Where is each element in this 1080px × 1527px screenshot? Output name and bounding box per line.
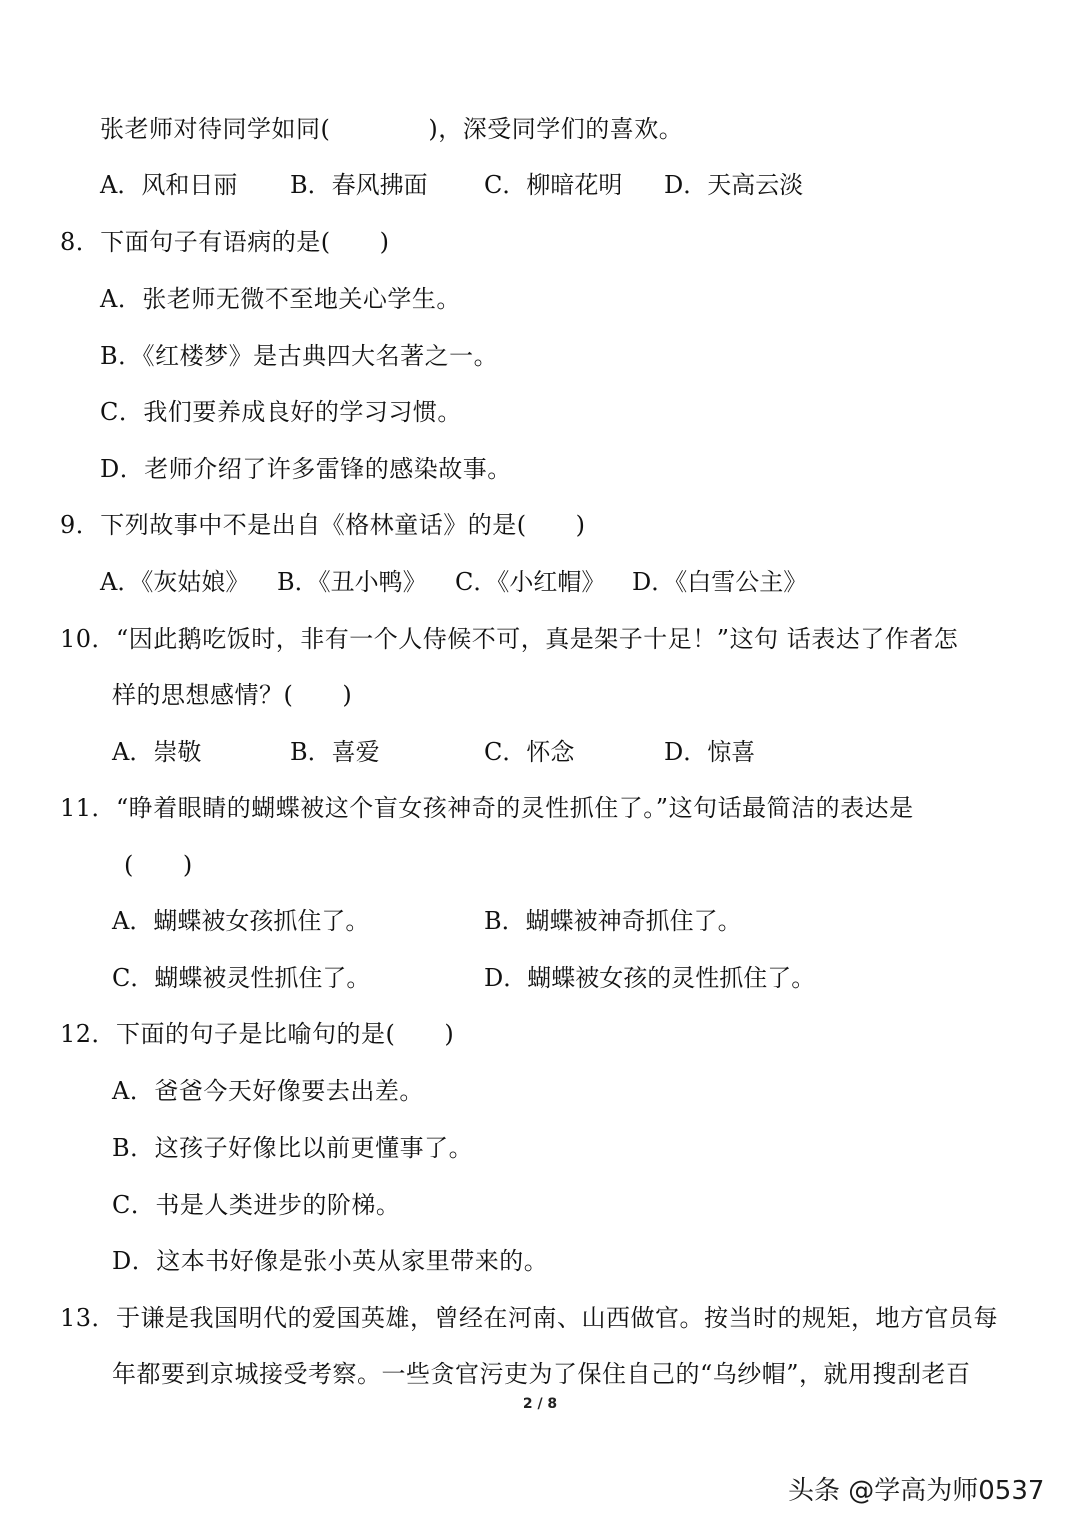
q10-option-d: D．惊喜 <box>664 738 756 766</box>
q9-stem: 9．下列故事中不是出自《格林童话》的是( ) <box>60 511 586 539</box>
q8-option-c: C．我们要养成良好的学习习惯。 <box>100 398 462 426</box>
q8-option-b: B．《红楼梦》是古典四大名著之一。 <box>100 342 499 370</box>
q8-option-a: A．张老师无微不至地关心学生。 <box>100 285 461 313</box>
q11-option-b: B．蝴蝶被神奇抓住了。 <box>484 907 742 935</box>
q11-option-c: C．蝴蝶被灵性抓住了。 <box>112 964 371 992</box>
q11-stem-line1: 11．“睁着眼睛的蝴蝶被这个盲女孩神奇的灵性抓住了。”这句话最简洁的表达是 <box>60 794 914 822</box>
q8-option-d: D．老师介绍了许多雷锋的感染故事。 <box>100 455 512 483</box>
q7-stem: 张老师对待同学如同( )，深受同学们的喜欢。 <box>100 115 684 143</box>
page-number: 2 / 8 <box>522 1396 558 1412</box>
q10-option-a: A．崇敬 <box>112 738 202 766</box>
q7-option-d: D．天高云淡 <box>664 171 804 199</box>
q7-option-a: A．风和日丽 <box>100 171 238 199</box>
q7-option-b: B．春风拂面 <box>290 171 428 199</box>
q11-stem-line2: ( ) <box>124 851 193 879</box>
q11-option-a: A．蝴蝶被女孩抓住了。 <box>112 907 370 935</box>
q12-option-b: B．这孩子好像比以前更懂事了。 <box>112 1134 474 1162</box>
q12-stem: 12．下面的句子是比喻句的是( ) <box>60 1020 455 1048</box>
q13-line1: 13．于谦是我国明代的爱国英雄，曾经在河南、山西做官。按当时的规矩，地方官员每 <box>60 1304 999 1332</box>
q11-option-d: D．蝴蝶被女孩的灵性抓住了。 <box>484 964 816 992</box>
q12-option-c: C．书是人类进步的阶梯。 <box>112 1191 401 1219</box>
q13-line2: 年都要到京城接受考察。一些贪官污吏为了保住自己的“乌纱帽”，就用搜刮老百 <box>112 1360 971 1388</box>
q10-stem-line1: 10．“因此鹅吃饭时，非有一个人侍候不可，真是架子十足！”这句 话表达了作者怎 <box>60 625 959 653</box>
q9-option-c: C．《小红帽》 <box>455 568 606 596</box>
q8-stem: 8．下面句子有语病的是( ) <box>60 228 390 256</box>
q9-option-a: A．《灰姑娘》 <box>100 568 250 596</box>
q9-option-d: D．《白雪公主》 <box>632 568 808 596</box>
q9-option-b: B．《丑小鸭》 <box>277 568 427 596</box>
watermark: 头条 @学高为师0537 <box>788 1476 1045 1506</box>
q10-option-c: C．怀念 <box>484 738 575 766</box>
q7-option-c: C．柳暗花明 <box>484 171 623 199</box>
q12-option-a: A．爸爸今天好像要去出差。 <box>112 1077 424 1105</box>
q10-option-b: B．喜爱 <box>290 738 380 766</box>
q10-stem-line2: 样的思想感情？( ) <box>112 681 353 709</box>
q12-option-d: D．这本书好像是张小英从家里带来的。 <box>112 1247 549 1275</box>
